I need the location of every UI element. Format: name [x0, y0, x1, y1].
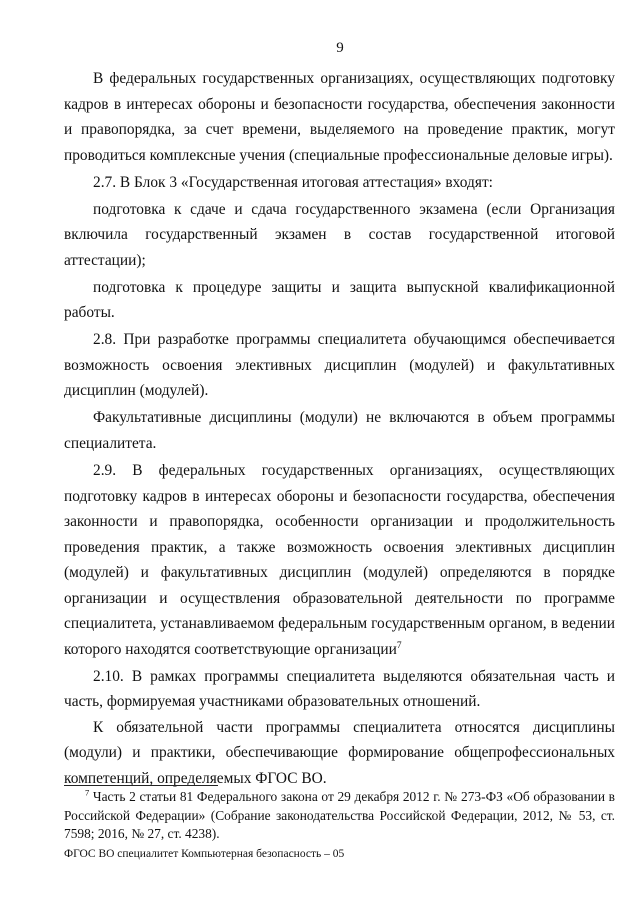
footnote	[64, 788, 615, 844]
paragraph-2-10-mandatory-part: 2.10. В рамках программы специалитета выделяются обязательная часть и часть, формируемая участниками образовательных отношений.	[64, 667, 615, 711]
document-body	[64, 66, 615, 793]
footnote-separator	[64, 785, 218, 786]
paragraph-optional-disciplines: Факультативные дисциплины (модули) не включаются в объем программы специалитета.	[64, 409, 615, 452]
paragraph-2-9-federal-organizations	[64, 458, 615, 662]
paragraph-practice-exercises: В федеральных государственных организациях, осуществляющих подготовку кадров в интересах обороны и безопасности государства, обеспечения законности и правопорядка, за счет времени, выделяемого на проведение практик, могут проводиться комплексные учения (специальные профессиональные деловые игры).	[64, 70, 615, 164]
paragraph-state-exam: подготовка к сдаче и сдача государственного экзамена (если Организация включила государственный экзамен в состав государственной итоговой аттестации);	[64, 200, 615, 269]
footnote-mark: 7	[85, 787, 90, 798]
footnote-reference: 7	[396, 640, 402, 651]
paragraph-2-9-text: 2.9. В федеральных государственных организациях, осуществляющих подготовку кадров в интересах обороны и безопасности государства, обеспечения законности и правопорядка, особенности организации и продолжительность проведения практик, а также возможность освоения элективных дисциплин (модулей) и факультативных дисциплин (модулей) определяются в порядке организации и осуществления образовательной деятельности по программе специалитета, устанавливаемом федеральным государственным органом, в ведении которого находятся соответствующие организации	[64, 462, 615, 658]
paragraph-mandatory-part-contents: К обязательной части программы специалитета относятся дисциплины (модули) и практики, обеспечивающие формирование общепрофессиональных компетенций, определяемых ФГОС ВО.	[64, 718, 615, 787]
paragraph-2-8-electives: 2.8. При разработке программы специалитета обучающимся обеспечивается возможность освоения элективных дисциплин (модулей) и факультативных дисциплин (модулей).	[64, 331, 615, 400]
paragraph-thesis-defense: подготовка к процедуре защиты и защита выпускной квалификационной работы.	[64, 278, 615, 322]
page-number: 9	[336, 40, 344, 56]
footnote-text: Часть 2 статьи 81 Федерального закона от 29 декабря 2012 г. № 273-ФЗ «Об образовании в Российской Федерации» (Собрание законодательства Российской Федерации, 2012, № 53, ст. 7598; 2016, № 27, ст. 4238).	[64, 789, 615, 841]
paragraph-2-7-heading: 2.7. В Блок 3 «Государственная итоговая аттестация» входят:	[93, 173, 493, 191]
footer-label: ФГОС ВО специалитет Компьютерная безопасность – 05	[64, 848, 345, 860]
